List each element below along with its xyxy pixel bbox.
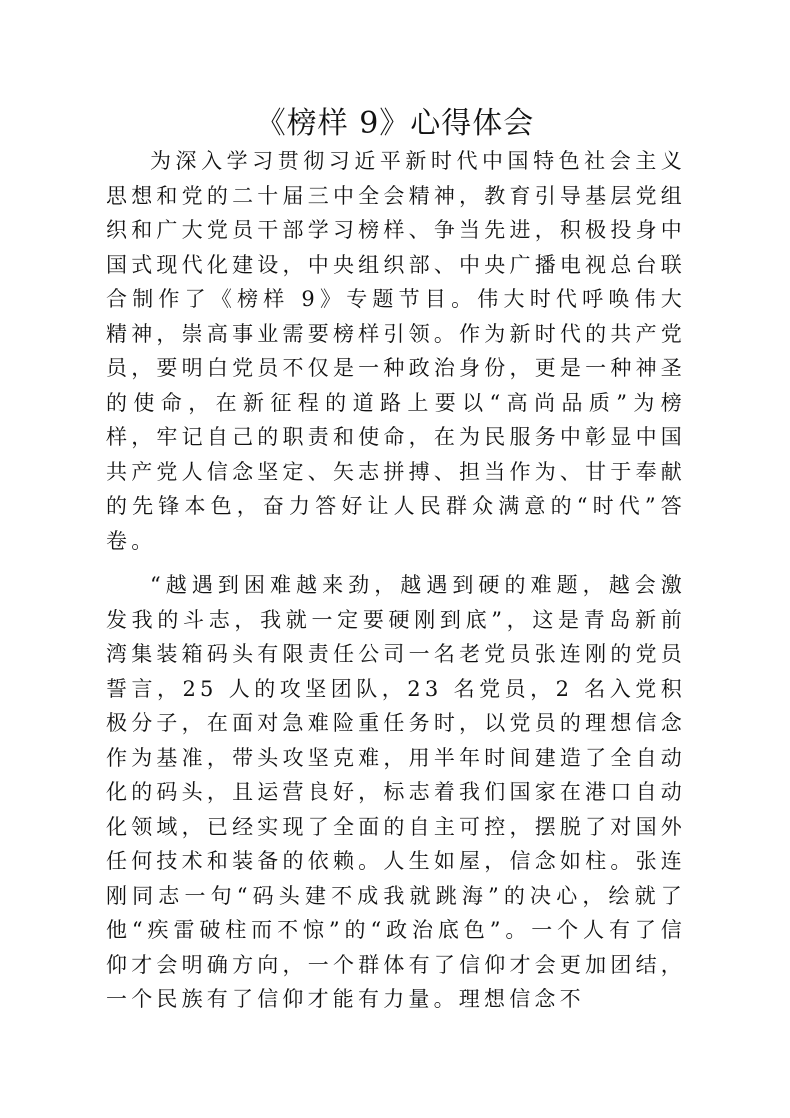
- paragraph-2: “越遇到困难越来劲，越遇到硬的难题，越会激发我的斗志，我就一定要硬刚到底”，这是青岛新前湾集装箱码头有限责任公司一名老党员张连刚的党员誓言，25 人的攻坚团队，23 名党员，2 名入党积极分子，在面对急难险重任务时，以党员的理想信念作为基准，带头攻坚克难，用半年时间建造了全自动化的码头，且运营良好，标志着我们国家在港口自动化领域，已经实现了全面的自主可控，摆脱了对国外任何技术和装备的依赖。人生如屋，信念如柱。张连刚同志一句“码头建不成我就跳海”的决心，绘就了他“疾雷破柱而不惊”的“政治底色”。一个人有了信仰才会明确方向，一个群体有了信仰才会更加团结，一个民族有了信仰才能有力量。理想信念不: [106, 573, 686, 1011]
- document-title: 《榜样 9》心得体会: [255, 106, 535, 141]
- paragraph-1: 为深入学习贯彻习近平新时代中国特色社会主义思想和党的二十届三中全会精神，教育引导基层党组织和广大党员干部学习榜样、争当先进，积极投身中国式现代化建设，中央组织部、中央广播电视总台联合制作了《榜样 9》专题节目。伟大时代呼唤伟大精神，崇高事业需要榜样引领。作为新时代的共产党员，要明白党员不仅是一种政治身份，更是一种神圣的使命，在新征程的道路上要以“高尚品质”为榜样，牢记自己的职责和使命，在为民服务中彰显中国共产党人信念坚定、矢志拼搏、担当作为、甘于奉献的先锋本色，奋力答好让人民群众满意的“时代”答卷。: [106, 149, 686, 553]
